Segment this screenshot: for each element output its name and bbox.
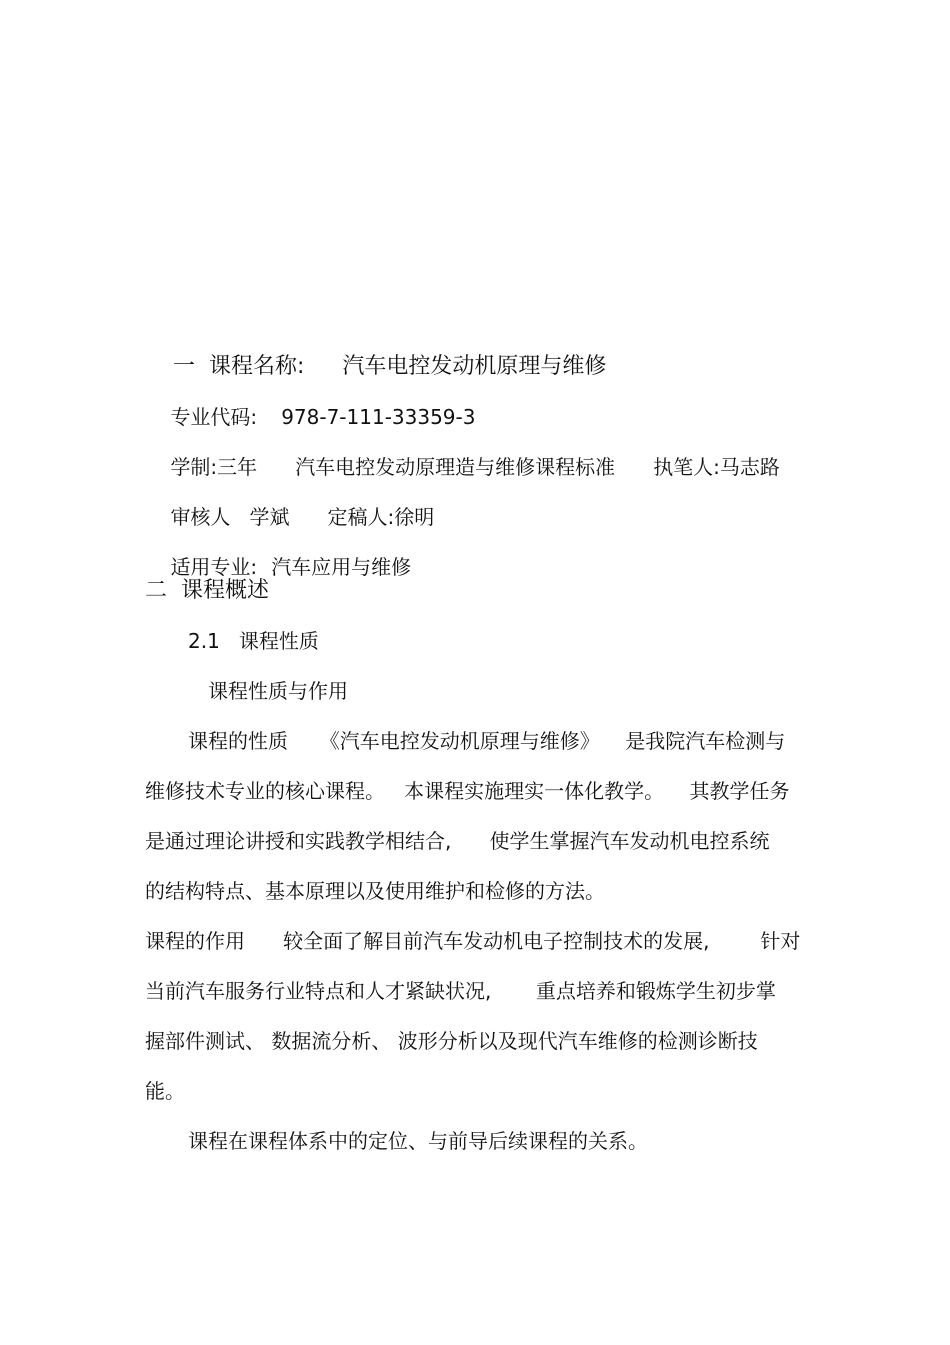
applicable-major-value: 汽车应用与维修	[271, 555, 412, 579]
role-paragraph-line: 握部件测试、 数据流分析、 波形分析以及现代汽车维修的检测诊断技	[145, 1029, 758, 1053]
role-paragraph-line: 当前汽车服务行业特点和人才紧缺状况, 重点培养和锻炼学生初步掌	[145, 979, 776, 1003]
standard-text: 汽车电控发动原理造与维修课程标准	[295, 455, 616, 479]
course-name-label: 一 课程名称:	[172, 354, 305, 379]
role-paragraph-line: 能。	[145, 1079, 185, 1103]
major-code-value: 978-7-111-33359-3	[281, 405, 476, 429]
positioning-line: 课程在课程体系中的定位、与前导后续课程的关系。	[188, 1129, 648, 1153]
reviewer-text: 审核人 学斌	[170, 505, 290, 529]
author-text: 执笔人:马志路	[653, 455, 780, 479]
nature-paragraph-line: 是通过理论讲授和实践教学相结合, 使学生掌握汽车发动机电控系统	[145, 829, 770, 853]
major-code-label: 专业代码:	[170, 405, 258, 429]
nature-paragraph-line: 课程的性质 《汽车电控发动机原理与维修》 是我院汽车检测与	[188, 729, 786, 753]
nature-paragraph-line: 的结构特点、基本原理以及使用维护和检修的方法。	[145, 879, 605, 903]
section-2-1-title: 2.1 课程性质	[188, 629, 319, 653]
course-name-value: 汽车电控发动机原理与维修	[342, 354, 607, 379]
finalizer-text: 定稿人:徐明	[327, 505, 435, 529]
subsection-title: 课程性质与作用	[208, 679, 348, 703]
nature-paragraph-line: 维修技术专业的核心课程。 本课程实施理实一体化教学。 其教学任务	[145, 779, 790, 803]
applicable-major-label: 适用专业:	[170, 555, 258, 579]
section-2-title: 二 课程概述	[145, 578, 269, 603]
role-paragraph-line: 课程的作用 较全面了解目前汽车发动机电子控制技术的发展, 针对	[145, 929, 801, 953]
duration-text: 学制:三年	[170, 455, 258, 479]
